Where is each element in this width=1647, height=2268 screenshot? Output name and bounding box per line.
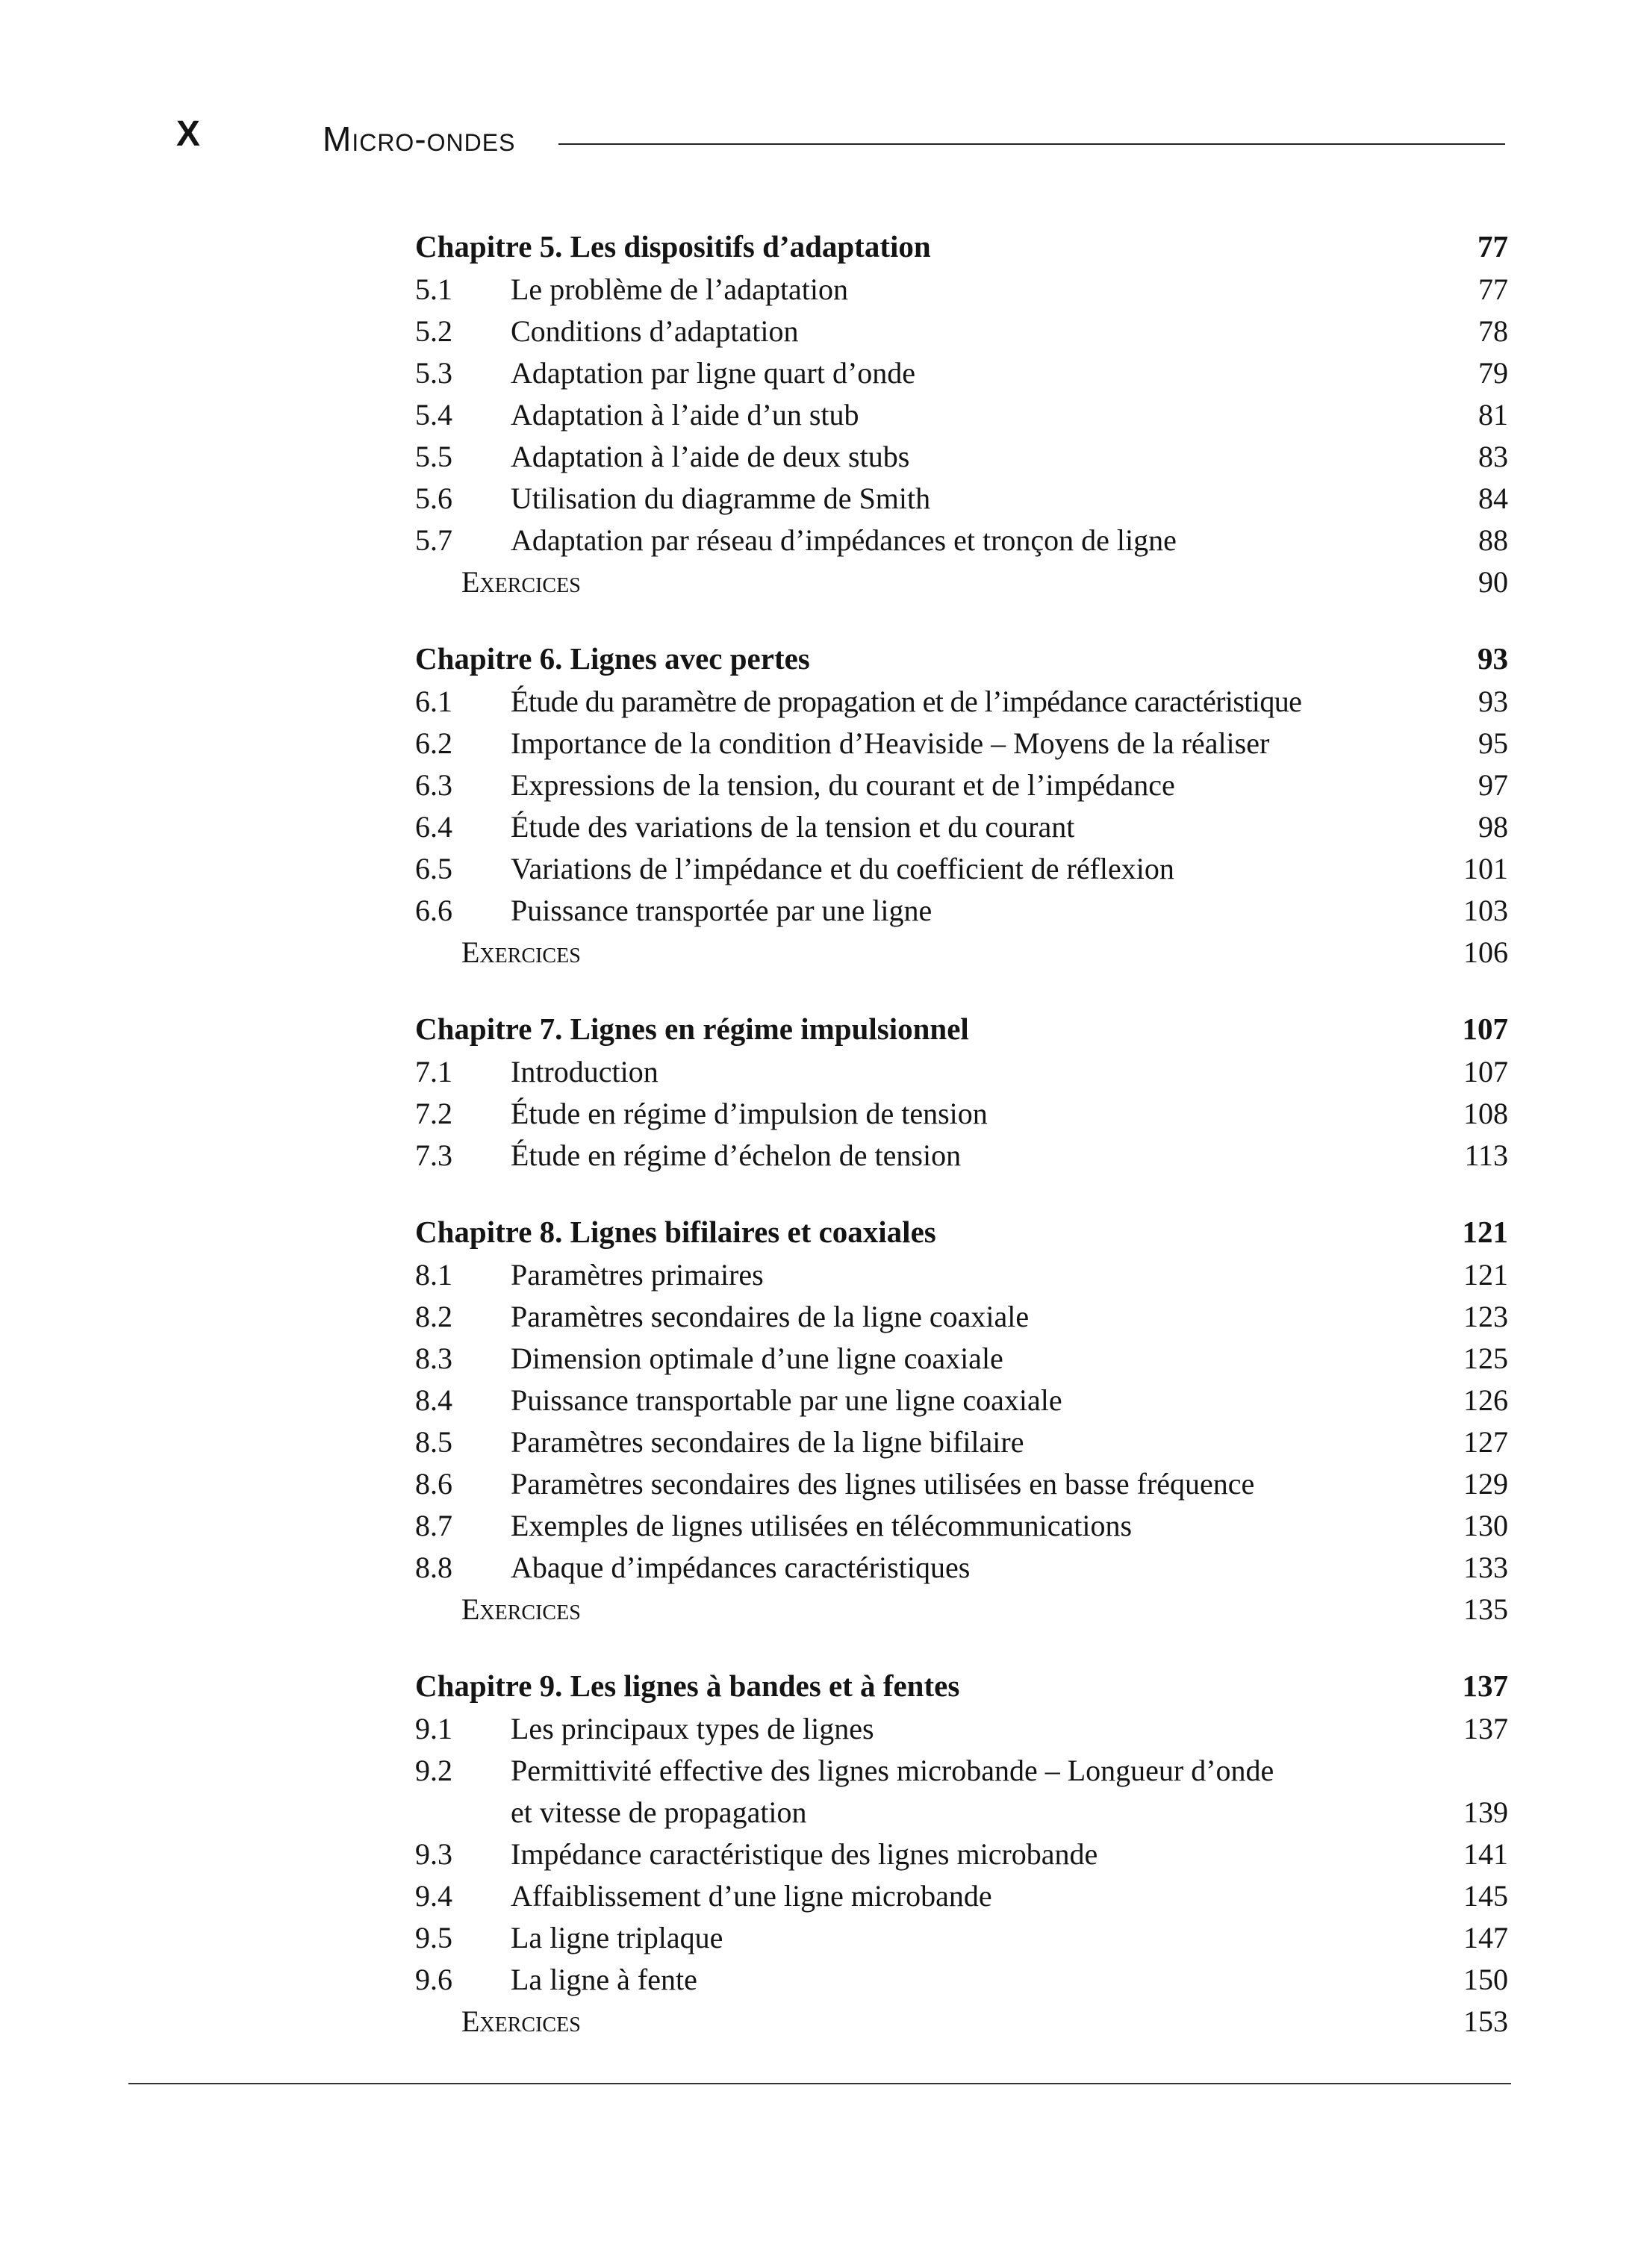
section-page: 103 <box>1463 894 1508 927</box>
chapter-heading <box>415 636 1508 681</box>
chapter-title: Chapitre 9. Les lignes à bandes et à fentes <box>415 1669 960 1703</box>
section-page: 108 <box>1463 1097 1508 1130</box>
section-number: 7.2 <box>415 1097 452 1130</box>
section-title: Introduction <box>511 1055 659 1088</box>
section-title: Paramètres primaires <box>511 1258 764 1292</box>
exercises-label: Exercices <box>461 1592 581 1626</box>
chapter-page: 121 <box>1462 1215 1508 1249</box>
section-page: 129 <box>1463 1467 1508 1501</box>
section-page: 78 <box>1478 314 1508 348</box>
section-page: 107 <box>1463 1055 1508 1088</box>
section-title: Affaiblissement d’une ligne microbande <box>511 1879 992 1913</box>
exercises-entry <box>415 932 1508 973</box>
chapter-page: 107 <box>1462 1012 1508 1046</box>
section-number: 6.3 <box>415 768 452 802</box>
section-title: Utilisation du diagramme de Smith <box>511 482 931 515</box>
section-title: Le problème de l’adaptation <box>511 272 849 306</box>
section-page: 84 <box>1478 482 1508 515</box>
exercises-entry <box>415 1589 1508 1630</box>
section-number: 5.1 <box>415 272 452 306</box>
section-page: 126 <box>1463 1383 1508 1417</box>
toc-entry <box>415 1338 1508 1380</box>
toc-entry <box>415 1051 1508 1093</box>
section-page: 88 <box>1478 523 1508 557</box>
toc-entry <box>415 478 1508 520</box>
section-number: 8.2 <box>415 1300 452 1333</box>
toc-entry <box>415 1093 1508 1135</box>
chapter-8 <box>415 1209 1508 1630</box>
running-header <box>176 112 1505 172</box>
section-title-continuation: et vitesse de propagation <box>511 1795 807 1829</box>
section-page: 125 <box>1463 1342 1508 1375</box>
section-page: 98 <box>1478 810 1508 844</box>
section-page: 81 <box>1478 398 1508 432</box>
section-page: 83 <box>1478 440 1508 473</box>
toc-entry <box>415 764 1508 806</box>
section-page: 139 <box>1463 1795 1508 1829</box>
section-number: 6.2 <box>415 726 452 760</box>
section-title: Conditions d’adaptation <box>511 314 799 348</box>
section-number: 5.4 <box>415 398 452 432</box>
chapter-title: Chapitre 8. Lignes bifilaires et coaxiales <box>415 1215 936 1249</box>
toc-entry-continuation <box>415 1792 1508 1834</box>
exercises-entry <box>415 561 1508 603</box>
exercises-page: 90 <box>1478 565 1508 599</box>
section-title: Dimension optimale d’une ligne coaxiale <box>511 1342 1003 1375</box>
section-number: 5.5 <box>415 440 452 473</box>
section-title: Variations de l’impédance et du coefficient de réflexion <box>511 852 1174 885</box>
section-title: La ligne triplaque <box>511 1921 723 1954</box>
toc-entry <box>415 890 1508 932</box>
section-number: 9.5 <box>415 1921 452 1954</box>
toc-entry <box>415 1959 1508 2001</box>
section-number: 7.3 <box>415 1138 452 1172</box>
page-number: X <box>176 114 201 154</box>
section-title: Étude des variations de la tension et du courant <box>511 810 1075 844</box>
section-title: Puissance transportable par une ligne coaxiale <box>511 1383 1062 1417</box>
toc-entry <box>415 681 1508 723</box>
section-number: 9.6 <box>415 1963 452 1996</box>
section-number: 8.7 <box>415 1509 452 1542</box>
section-page: 147 <box>1463 1921 1508 1954</box>
section-title: Exemples de lignes utilisées en télécommunications <box>511 1509 1133 1542</box>
section-title: Puissance transportée par une ligne <box>511 894 933 927</box>
exercises-page: 153 <box>1463 2004 1508 2038</box>
section-title: Adaptation à l’aide d’un stub <box>511 398 859 432</box>
section-page: 150 <box>1463 1963 1508 1996</box>
toc-entry <box>415 394 1508 436</box>
section-title: Impédance caractéristique des lignes microbande <box>511 1837 1098 1871</box>
toc-entry <box>415 1708 1508 1750</box>
section-page: 97 <box>1478 768 1508 802</box>
section-title: Paramètres secondaires de la ligne coaxiale <box>511 1300 1030 1333</box>
section-number: 9.2 <box>415 1754 452 1787</box>
section-page: 101 <box>1463 852 1508 885</box>
section-title: Étude en régime d’échelon de tension <box>511 1138 962 1172</box>
section-number: 8.1 <box>415 1258 452 1292</box>
section-title: Étude en régime d’impulsion de tension <box>511 1097 988 1130</box>
section-page: 93 <box>1478 685 1508 718</box>
chapter-heading <box>415 1663 1508 1708</box>
chapter-title: Chapitre 6. Lignes avec pertes <box>415 641 810 676</box>
toc-entry <box>415 1547 1508 1589</box>
toc-entry <box>415 1254 1508 1296</box>
section-number: 6.4 <box>415 810 452 844</box>
exercises-page: 106 <box>1463 935 1508 969</box>
section-number: 9.4 <box>415 1879 452 1913</box>
section-page: 121 <box>1463 1258 1508 1292</box>
section-title: Expressions de la tension, du courant et de l’impédance <box>511 768 1175 802</box>
section-page: 133 <box>1463 1551 1508 1584</box>
toc-entry <box>415 806 1508 848</box>
section-title: Paramètres secondaires des lignes utilisées en basse fréquence <box>511 1467 1255 1501</box>
chapter-page: 77 <box>1478 229 1508 264</box>
toc-entry <box>415 1421 1508 1463</box>
section-page: 130 <box>1463 1509 1508 1542</box>
section-title: Adaptation par ligne quart d’onde <box>511 356 916 390</box>
section-page: 145 <box>1463 1879 1508 1913</box>
section-number: 8.3 <box>415 1342 452 1375</box>
section-title: Abaque d’impédances caractéristiques <box>511 1551 971 1584</box>
exercises-page: 135 <box>1463 1592 1508 1626</box>
header-rule <box>558 143 1505 145</box>
chapter-heading <box>415 1006 1508 1051</box>
section-title: Importance de la condition d’Heaviside – Moyens de la réaliser <box>511 726 1270 760</box>
chapter-title: Chapitre 5. Les dispositifs d’adaptation <box>415 229 931 264</box>
section-page: 127 <box>1463 1425 1508 1459</box>
chapter-9 <box>415 1663 1508 2043</box>
chapter-page: 93 <box>1478 641 1508 676</box>
section-page: 141 <box>1463 1837 1508 1871</box>
section-number: 5.3 <box>415 356 452 390</box>
section-page: 95 <box>1478 726 1508 760</box>
toc-entry <box>415 723 1508 764</box>
toc-entry <box>415 1505 1508 1547</box>
exercises-label: Exercices <box>461 2004 581 2038</box>
section-page: 137 <box>1463 1712 1508 1745</box>
section-title: Adaptation à l’aide de deux stubs <box>511 440 910 473</box>
section-page: 79 <box>1478 356 1508 390</box>
section-title: Adaptation par réseau d’impédances et tronçon de ligne <box>511 523 1177 557</box>
toc-entry <box>415 352 1508 394</box>
table-of-contents <box>415 224 1508 2075</box>
toc-entry <box>415 1875 1508 1917</box>
toc-entry <box>415 520 1508 561</box>
toc-entry <box>415 1296 1508 1338</box>
section-title: Les principaux types de lignes <box>511 1712 874 1745</box>
section-number: 6.1 <box>415 685 452 718</box>
exercises-label: Exercices <box>461 565 581 599</box>
toc-entry <box>415 311 1508 352</box>
toc-entry <box>415 848 1508 890</box>
exercises-label: Exercices <box>461 935 581 969</box>
section-number: 6.5 <box>415 852 452 885</box>
chapter-7 <box>415 1006 1508 1177</box>
chapter-page: 137 <box>1462 1669 1508 1703</box>
section-number: 8.4 <box>415 1383 452 1417</box>
toc-entry <box>415 1463 1508 1505</box>
chapter-heading <box>415 224 1508 269</box>
section-title: Paramètres secondaires de la ligne bifilaire <box>511 1425 1024 1459</box>
book-title: Micro-ondes <box>323 119 516 158</box>
toc-entry <box>415 1380 1508 1421</box>
section-number: 5.7 <box>415 523 452 557</box>
section-title: Étude du paramètre de propagation et de l’impédance caractéristique <box>511 685 1302 718</box>
toc-entry <box>415 1135 1508 1177</box>
section-number: 8.8 <box>415 1551 452 1584</box>
chapter-heading <box>415 1209 1508 1254</box>
section-number: 9.3 <box>415 1837 452 1871</box>
toc-entry <box>415 1917 1508 1959</box>
section-number: 6.6 <box>415 894 452 927</box>
chapter-5 <box>415 224 1508 603</box>
section-number: 9.1 <box>415 1712 452 1745</box>
section-number: 8.6 <box>415 1467 452 1501</box>
section-number: 8.5 <box>415 1425 452 1459</box>
toc-entry <box>415 1750 1508 1792</box>
section-page: 123 <box>1463 1300 1508 1333</box>
section-title: La ligne à fente <box>511 1963 697 1996</box>
chapter-title: Chapitre 7. Lignes en régime impulsionnel <box>415 1012 969 1046</box>
toc-entry <box>415 436 1508 478</box>
section-title: Permittivité effective des lignes microbande – Longueur d’onde <box>511 1754 1274 1787</box>
footer-rule <box>128 2083 1511 2084</box>
toc-entry <box>415 269 1508 311</box>
section-page: 113 <box>1464 1138 1508 1172</box>
section-number: 5.6 <box>415 482 452 515</box>
section-number: 7.1 <box>415 1055 452 1088</box>
section-number: 5.2 <box>415 314 452 348</box>
chapter-6 <box>415 636 1508 973</box>
toc-entry <box>415 1834 1508 1875</box>
exercises-entry <box>415 2001 1508 2043</box>
section-page: 77 <box>1478 272 1508 306</box>
